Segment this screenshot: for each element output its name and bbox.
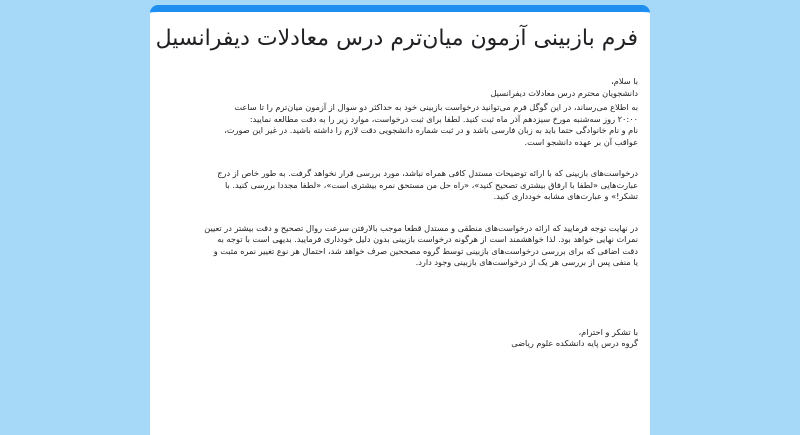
text-line: عواقب آن بر عهده دانشجو است.: [524, 136, 638, 147]
recipient: دانشجویان محترم درس معادلات دیفرانسیل: [490, 87, 638, 98]
signature: گروه درس پایه دانشکده علوم ریاضی: [511, 338, 638, 348]
paragraph-final-note: [166, 223, 638, 269]
spacer: [166, 269, 638, 327]
form-header-content: [150, 12, 650, 350]
paragraph-instructions: [166, 102, 638, 148]
paragraph-requirements: [166, 168, 638, 203]
text-line: به اطلاع می‌رساند، در این گوگل فرم می‌توانید درخواست بازبینی خود به حداکثر دو سوال از آزمون میان‌ترم را تا ساعت: [234, 102, 638, 112]
text-line: تشکر!» و عبارت‌های مشابه خودداری کنید.: [493, 191, 638, 201]
form-title: فرم بازبینی آزمون میان‌ترم درس معادلات دیفرانسیل: [155, 26, 638, 51]
text-line: ۲۰:۰۰ روز سه‌شنبه مورخ سیزدهم آذر ماه ثبت کنید. لطفا برای ثبت درخواست، موارد زیر را به دقت مطالعه نمایید:: [249, 113, 638, 124]
text-line: در نهایت توجه فرمایید که ارائه درخواست‌های منطقی و مستدل قطعا موجب بالارفتن سرعت روال تصحیح و دقت بیشتر در تعیین: [204, 222, 638, 233]
form-header-card: [150, 5, 650, 435]
closing: با تشکر و احترام،: [578, 326, 638, 337]
form-description: [166, 76, 638, 350]
text-line: عبارت‌هایی «لطفا با ارفاق بیشتری تصحیح کنید»، «راه حل من مستحق نمره بیشتری است»، «لطفا مجددا بررسی کنید. با: [224, 179, 638, 190]
text-line: دقت اضافی که برای بررسی درخواست‌های بازبینی توسط گروه مصححین صرف خواهد شد، احتمال هر نوع تغییر نمره مثبت و: [213, 245, 638, 256]
text-line: یا منفی پس از بررسی هر یک از درخواست‌های بازبینی وجود دارد.: [415, 257, 638, 267]
text-line: نام و نام خانوادگی حتما باید به زبان فارسی باشد و در ثبت شماره دانشجویی دقت لازم را داشته باشید. در غیر این صورت،: [224, 125, 638, 135]
greeting: با سلام،: [611, 76, 638, 86]
text-line: نمرات نهایی خواهد بود. لذا خواهشمند است از هرگونه درخواست بازبینی بدون دلیل خودداری فرمایید. بدیهی است با توجه به: [217, 234, 638, 244]
text-line: درخواست‌های بازبینی که با ارائه توضیحات مستدل کافی همراه نباشد، مورد بررسی قرار نخواهد گرفت. به طور خاص از درج: [217, 168, 638, 178]
